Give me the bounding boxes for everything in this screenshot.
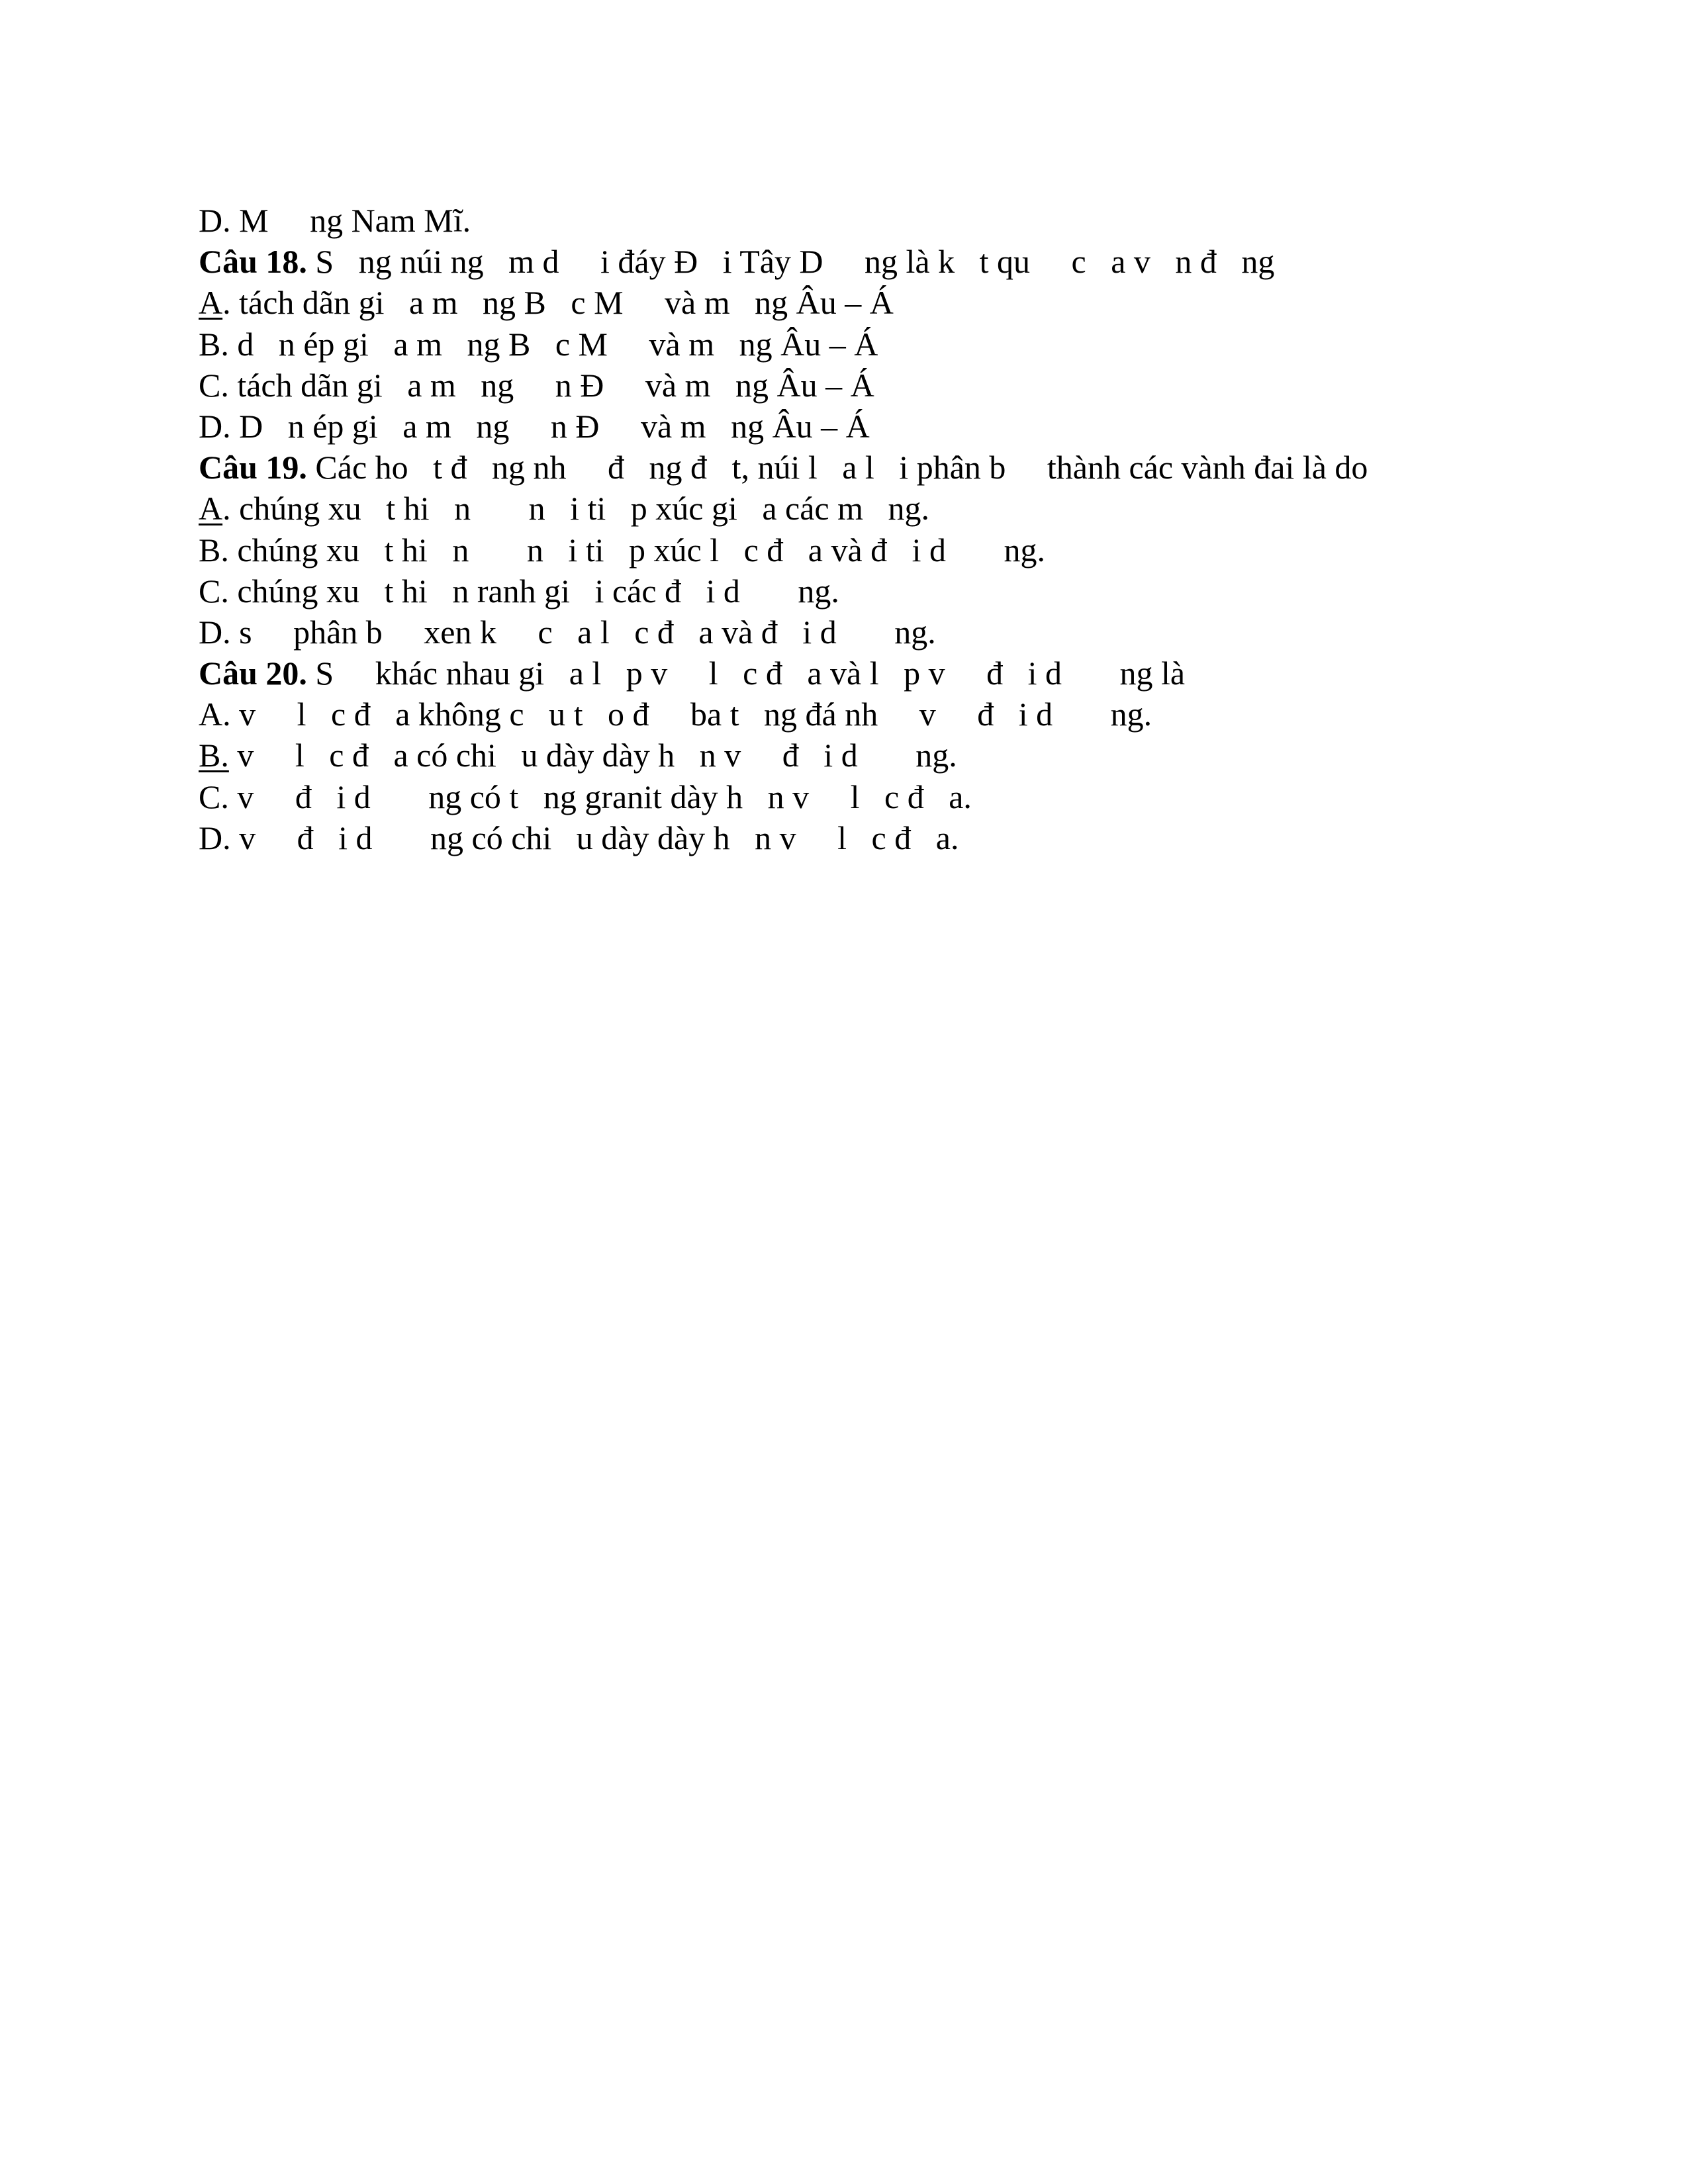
q19-option-d-text: D. s phân b xen k c a l c đ a và đ i d ng. bbox=[199, 613, 936, 651]
q18-option-c-text: C. tách dãn gi a m ng n Đ và m ng Âu – Á bbox=[199, 366, 874, 404]
q18-stem bbox=[199, 241, 1523, 282]
q19-label: Câu 19. bbox=[199, 449, 307, 486]
q20-option-d bbox=[199, 817, 1523, 858]
q20-option-a-text: A. v l c đ a không c u t o đ ba t ng đá nh v đ i d ng. bbox=[199, 696, 1152, 733]
q18-option-b bbox=[199, 324, 1523, 365]
q19-option-b-text: B. chúng xu t hi n n i ti p xúc l c đ a và đ i d ng. bbox=[199, 531, 1046, 569]
q18-option-c bbox=[199, 365, 1523, 406]
q20-option-c bbox=[199, 776, 1523, 817]
q20-option-b-label: B. bbox=[199, 737, 229, 774]
q18-option-d bbox=[199, 406, 1523, 447]
q18-option-a-text: . tách dãn gi a m ng B c M và m ng Âu – Á bbox=[222, 284, 894, 322]
q20-text: S khác nhau gi a l p v l c đ a và l p v đ i d ng là bbox=[306, 655, 1186, 692]
q20-option-b bbox=[199, 735, 1523, 776]
question-content bbox=[199, 200, 1523, 858]
q20-stem bbox=[199, 653, 1523, 694]
q19-option-a bbox=[199, 488, 1523, 529]
q18-text: S ng núi ng m d i đáy Đ i Tây D ng là k t qu c a v n đ ng bbox=[306, 243, 1275, 281]
q19-option-c bbox=[199, 570, 1523, 612]
q19-option-c-text: C. chúng xu t hi n ranh gi i các đ i d ng. bbox=[199, 572, 839, 610]
q18-option-a bbox=[199, 282, 1523, 323]
q20-label: Câu 20. bbox=[199, 655, 307, 692]
q17-option-d-text: D. M ng Nam Mĩ. bbox=[199, 202, 471, 239]
q19-text: Các ho t đ ng nh đ ng đ t, núi l a l i phân b thành các vành đai là do bbox=[306, 449, 1368, 486]
q18-option-d-text: D. D n ép gi a m ng n Đ và m ng Âu – Á bbox=[199, 407, 870, 445]
q20-option-b-text: v l c đ a có chi u dày dày h n v đ i d ng. bbox=[228, 737, 957, 774]
q18-label: Câu 18. bbox=[199, 243, 307, 281]
q18-option-b-text: B. d n ép gi a m ng B c M và m ng Âu – Á bbox=[199, 325, 878, 363]
q20-option-d-text: D. v đ i d ng có chi u dày dày h n v l c đ a. bbox=[199, 819, 959, 856]
q17-option-d bbox=[199, 200, 1523, 241]
q20-option-a bbox=[199, 694, 1523, 735]
q19-option-a-text: . chúng xu t hi n n i ti p xúc gi a các m ng. bbox=[222, 490, 930, 527]
q19-stem bbox=[199, 447, 1523, 488]
q19-option-a-letter: A bbox=[199, 490, 223, 527]
q20-option-c-text: C. v đ i d ng có t ng granit dày h n v l c đ a. bbox=[199, 778, 972, 815]
q18-option-a-letter: A bbox=[199, 284, 223, 322]
q19-option-d bbox=[199, 612, 1523, 653]
q19-option-b bbox=[199, 529, 1523, 570]
